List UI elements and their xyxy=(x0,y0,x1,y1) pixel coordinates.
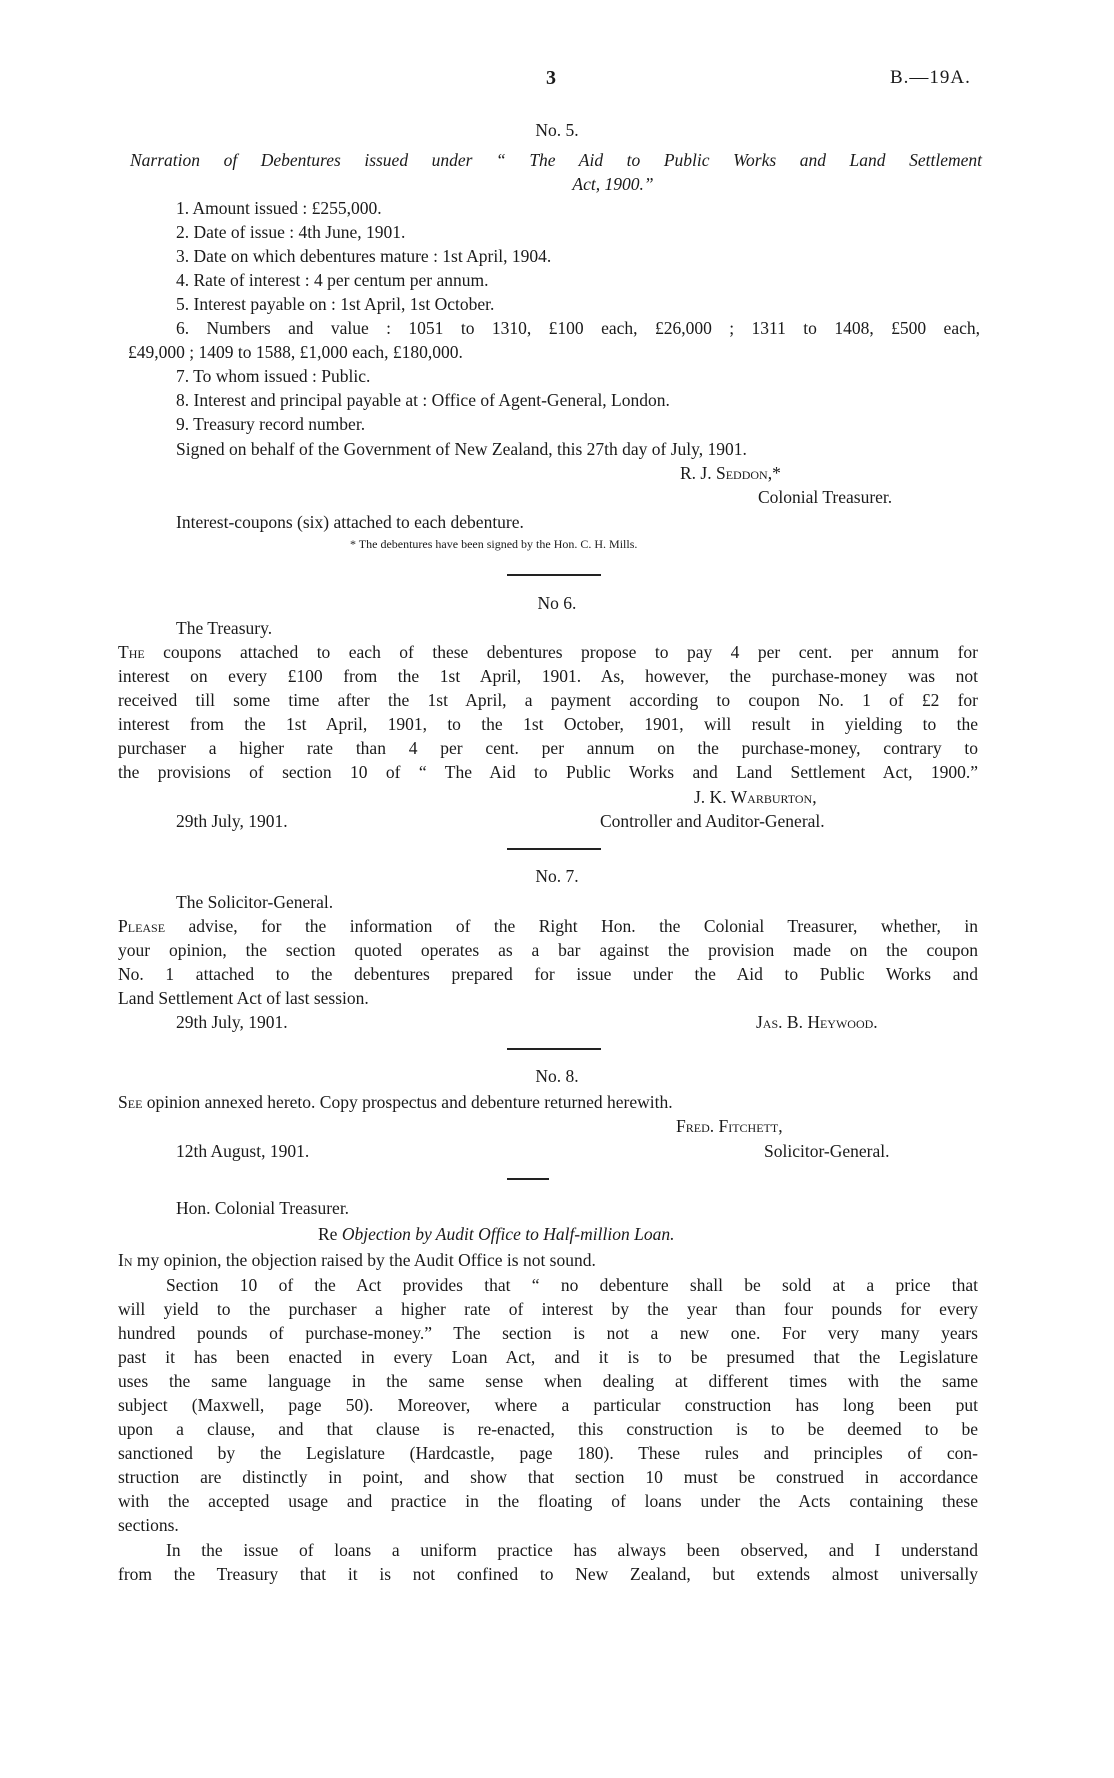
section-6-date: 29th July, 1901. xyxy=(176,811,288,831)
divider xyxy=(507,848,601,850)
opinion-para2-line-11: sections. xyxy=(118,1515,179,1535)
opinion-para3-line-1: In the issue of loans a uniform practice has always been observed, and I understand xyxy=(166,1540,978,1560)
section-5-item-5: 5. Interest payable on : 1st April, 1st October. xyxy=(176,294,495,314)
section-5-signed: Signed on behalf of the Government of New Zealand, this 27th day of July, 1901. xyxy=(176,439,747,459)
section-5-subtitle-line2: Act, 1900.” xyxy=(572,174,654,194)
opinion-para2-line-4: past it has been enacted in every Loan Act, and it is to be presumed that the Legislature xyxy=(118,1347,978,1367)
section-6-lead: The xyxy=(118,642,145,662)
section-7-line-3: No. 1 attached to the debentures prepared for issue under the Aid to Public Works and xyxy=(118,964,978,984)
opinion-para2-line-2: will yield to the purchaser a higher rate of interest by the year than four pounds for every xyxy=(118,1299,978,1319)
section-7-line-2: your opinion, the section quoted operates as a bar against the provision made on the coupon xyxy=(118,940,978,960)
section-8-date: 12th August, 1901. xyxy=(176,1141,310,1161)
opinion-para2-line-6: subject (Maxwell, page 50). Moreover, where a particular construction has long been put xyxy=(118,1395,978,1415)
page-number: 3 xyxy=(546,67,557,89)
section-5-item-1: 1. Amount issued : £255,000. xyxy=(176,198,382,218)
opinion-first-line: In my opinion, the objection raised by the Audit Office is not sound. xyxy=(118,1250,596,1270)
section-5-title: No. 5. xyxy=(535,120,579,140)
section-7-title: No. 7. xyxy=(535,866,579,886)
opinion-para2-line-7: upon a clause, and that clause is re-enacted, this construction is to be deemed to be xyxy=(118,1419,978,1439)
section-6-title: No 6. xyxy=(537,593,577,613)
divider xyxy=(507,574,601,576)
opinion-para2-line-3: hundred pounds of purchase-money.” The section is not a new one. For very many years xyxy=(118,1323,978,1343)
section-5-signatory: R. J. Seddon,* xyxy=(680,463,781,483)
opinion-addressee: Hon. Colonial Treasurer. xyxy=(176,1198,350,1218)
section-5-item-9: 9. Treasury record number. xyxy=(176,414,366,434)
section-5-signatory-title: Colonial Treasurer. xyxy=(758,487,893,507)
section-7-signatory: Jas. B. Heywood. xyxy=(756,1012,878,1032)
section-7-lead: Please xyxy=(118,916,166,936)
section-7-line-1: Please advise, for the information of the Right Hon. the Colonial Treasurer, whether, in xyxy=(118,916,978,936)
section-6-line-3: received till some time after the 1st April, a payment according to coupon No. 1 of £2 for xyxy=(118,690,978,710)
section-5-footnote: * The debentures have been signed by the Hon. C. H. Mills. xyxy=(350,537,638,551)
opinion-para2-line-1: Section 10 of the Act provides that “ no debenture shall be sold at a price that xyxy=(166,1275,978,1295)
section-5-subtitle-line1: Narration of Debentures issued under “ The Aid to Public Works and Land Settlement xyxy=(130,150,982,170)
section-6-line-5: purchaser a higher rate than 4 per cent. per annum on the purchase-money, contrary to xyxy=(118,738,978,758)
section-8-signatory-title: Solicitor-General. xyxy=(764,1141,890,1161)
divider-short xyxy=(507,1178,549,1180)
section-8-lead: See xyxy=(118,1092,143,1112)
section-5-item-2: 2. Date of issue : 4th June, 1901. xyxy=(176,222,406,242)
opinion-lead: In xyxy=(118,1250,133,1270)
section-6-line-1: The coupons attached to each of these debentures propose to pay 4 per cent. per annum for xyxy=(118,642,978,662)
section-5-item-7: 7. To whom issued : Public. xyxy=(176,366,371,386)
section-6-signatory-title: Controller and Auditor-General. xyxy=(600,811,825,831)
section-8-title: No. 8. xyxy=(535,1066,579,1086)
section-6-line-4: interest from the 1st April, 1901, to the 1st October, 1901, will result in yielding to the xyxy=(118,714,978,734)
section-6-line-6: the provisions of section 10 of “ The Aid to Public Works and Land Settlement Act, 1900.” xyxy=(118,762,978,782)
section-5-coupons: Interest-coupons (six) attached to each debenture. xyxy=(176,512,524,532)
opinion-subject: Objection by Audit Office to Half-million Loan. xyxy=(341,1224,675,1244)
section-7-addressee: The Solicitor-General. xyxy=(176,892,334,912)
divider xyxy=(507,1048,601,1050)
section-7-date: 29th July, 1901. xyxy=(176,1012,288,1032)
section-5-item-6-cont: £49,000 ; 1409 to 1588, £1,000 each, £180,000. xyxy=(128,342,463,362)
section-5-item-6: 6. Numbers and value : 1051 to 1310, £100 each, £26,000 ; 1311 to 1408, £500 each, xyxy=(176,318,980,338)
section-5-item-8: 8. Interest and principal payable at : Office of Agent-General, London. xyxy=(176,390,670,410)
document-reference: B.—19A. xyxy=(890,67,971,88)
section-8-signatory: Fred. Fitchett, xyxy=(676,1116,783,1136)
opinion-para2-line-5: uses the same language in the same sense when dealing at different times with the same xyxy=(118,1371,978,1391)
opinion-para3-line-2: from the Treasury that it is not confined to New Zealand, but extends almost universally xyxy=(118,1564,978,1584)
section-8-line: See opinion annexed hereto. Copy prospectus and debenture returned herewith. xyxy=(118,1092,673,1112)
opinion-para2-line-10: with the accepted usage and practice in the floating of loans under the Acts containing these xyxy=(118,1491,978,1511)
section-6-addressee: The Treasury. xyxy=(176,618,273,638)
opinion-re-line: Re Objection by Audit Office to Half-million Loan. xyxy=(318,1224,675,1244)
section-7-line-4: Land Settlement Act of last session. xyxy=(118,988,369,1008)
section-6-signatory: J. K. Warburton, xyxy=(694,787,817,807)
section-5-item-3: 3. Date on which debentures mature : 1st April, 1904. xyxy=(176,246,552,266)
section-6-line-2: interest on every £100 from the 1st April, 1901. As, however, the purchase-money was not xyxy=(118,666,978,686)
opinion-para2-line-9: struction are distinctly in point, and show that section 10 must be construed in accordance xyxy=(118,1467,978,1487)
section-5-item-4: 4. Rate of interest : 4 per centum per annum. xyxy=(176,270,489,290)
opinion-para2-line-8: sanctioned by the Legislature (Hardcastle, page 180). These rules and principles of con- xyxy=(118,1443,978,1463)
